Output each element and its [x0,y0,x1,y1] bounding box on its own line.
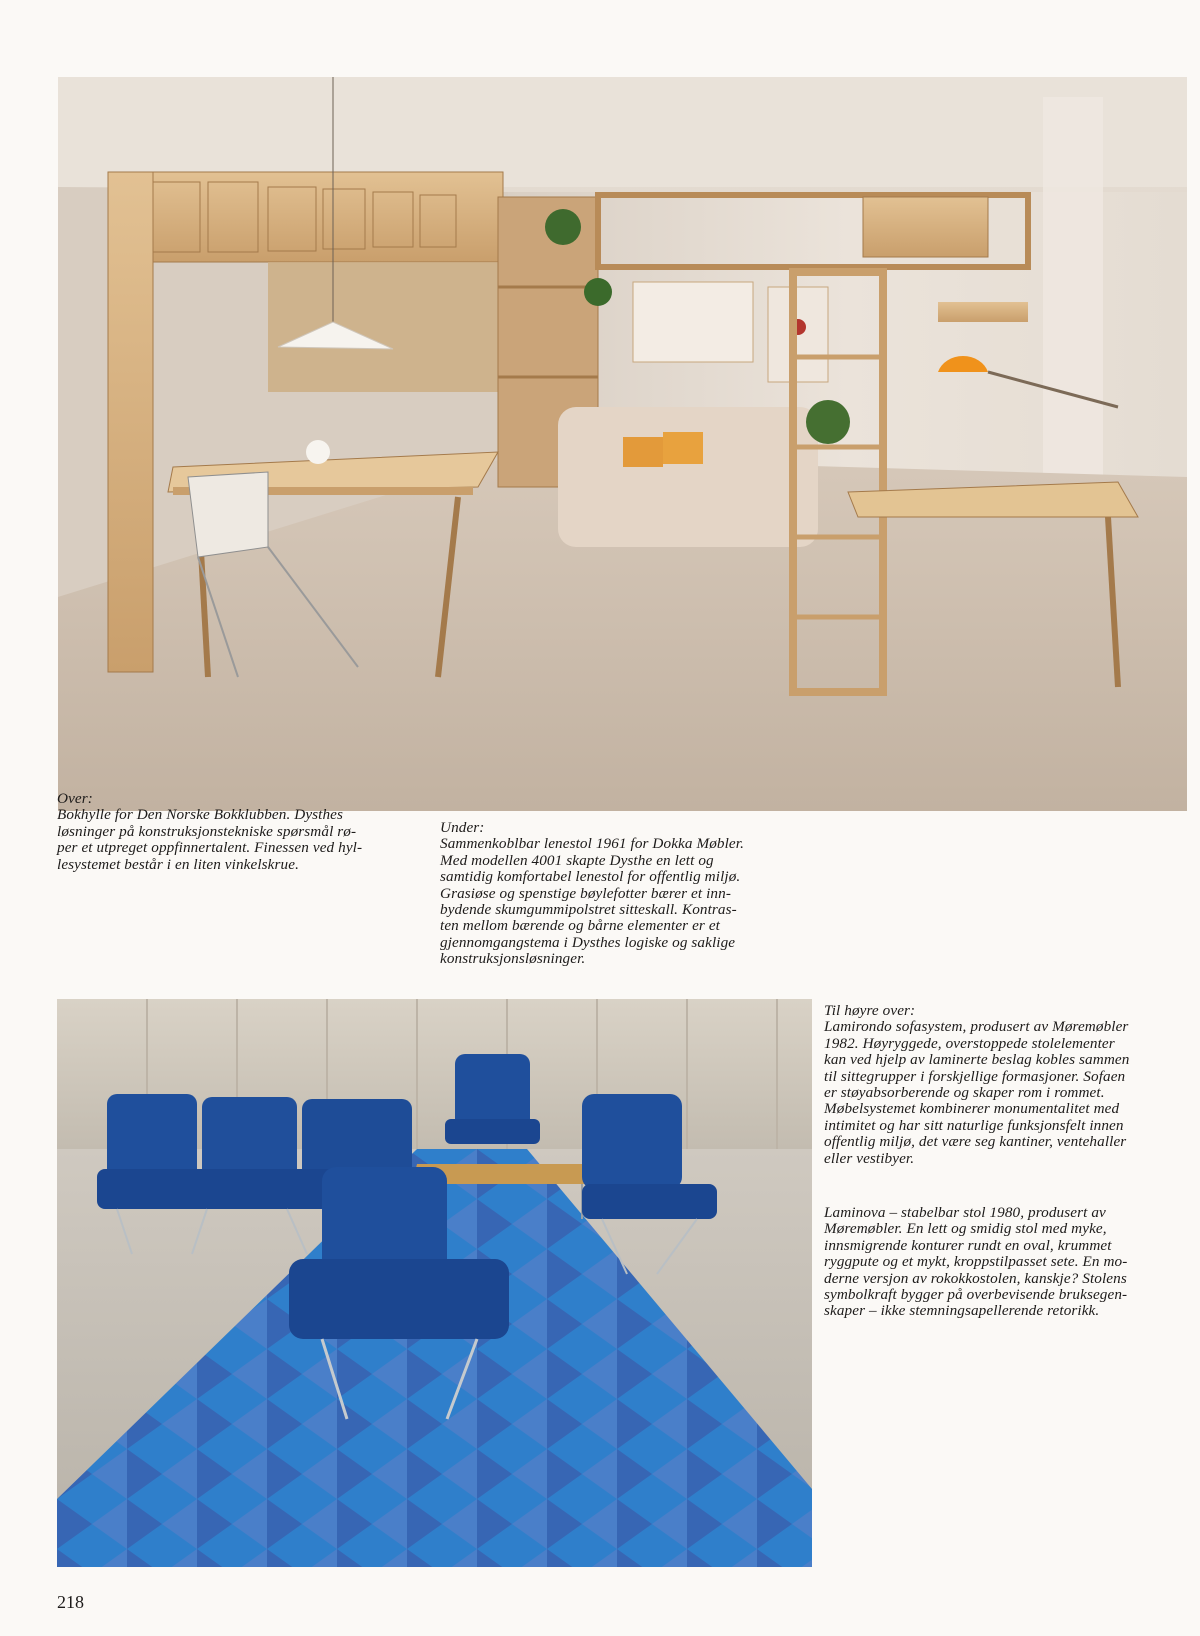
caption-over [57,791,417,873]
caption-under-line: konstruksjonsløsninger. [440,950,586,968]
caption-right-top-line: 1982. Høyryggede, overstoppede stolelementer [824,1034,1115,1052]
caption-right-top-heading: Til høyre over: [824,1002,916,1019]
photo-pine-shelving-illustration [58,77,1187,811]
caption-under-line: Sammenkoblbar lenestol 1961 for Dokka Møbler. [440,835,744,853]
photo-pine-shelving-room [58,77,1187,811]
caption-under-line: ten mellom bærende og bårne elementer er et [440,917,720,935]
caption-right-top-line: intimitet og har sitt naturlige funksjonsfelt innen [824,1116,1124,1134]
caption-under-line: Med modellen 4001 skapte Dysthe en lett og [440,851,714,869]
caption-laminova-line: symbolkraft bygger på overbevisende bruksegen- [824,1286,1128,1304]
caption-over-line: lesystemet består i en liten vinkelskrue. [57,855,299,873]
caption-right-top-line: Lamirondo sofasystem, produsert av Møremøbler [824,1018,1129,1036]
caption-right-top-line: til sittegrupper i forskjellige formasjoner. Sofaen [824,1067,1126,1085]
caption-under [440,820,800,968]
caption-under-line: samtidig komfortabel lenestol for offentlig miljø. [440,868,741,886]
caption-right-top-line: er støyabsorberende og skaper rom i rommet. [824,1084,1105,1102]
caption-right-top-line: kan ved hjelp av laminerte beslag kobles sammen [824,1051,1130,1069]
photo-blue-chairs [57,999,812,1567]
caption-laminova-line: ryggpute og et mykt, kroppstilpasset sete. En mo- [824,1253,1128,1271]
caption-laminova-line: Møremøbler. En lett og smidig stol med myke, [824,1220,1107,1238]
caption-right-top-line: Møbelsystemet kombinerer monumentalitet med [824,1100,1120,1118]
caption-under-line: bydende skumgummipolstret sitteskall. Kontras- [440,901,737,919]
caption-over-line: per et utpreget oppfinnertalent. Finessen ved hyl- [57,839,363,857]
caption-over-line: Bokhylle for Den Norske Bokklubben. Dysthes [57,806,344,824]
caption-laminova [824,1205,1194,1320]
caption-under-line: Grasiøse og spenstige bøylefotter bærer et inn- [440,884,731,902]
caption-laminova-line: innsmigrende konturer rundt en oval, krummet [824,1236,1112,1254]
photo-blue-chairs-illustration [57,999,812,1567]
caption-under-line: gjennomgangstema i Dysthes logiske og saklige [440,933,736,951]
page-number: 218 [57,1592,84,1612]
caption-laminova-line: Laminova – stabelbar stol 1980, produsert av [824,1204,1106,1221]
caption-under-heading: Under: [440,819,485,836]
caption-right-top [824,1003,1194,1167]
caption-laminova-line: skaper – ikke stemningsapellerende retorikk. [824,1302,1100,1320]
caption-right-top-line: offentlig miljø, det være seg kantiner, ventehaller [824,1133,1127,1151]
caption-over-heading: Over: [57,790,93,807]
caption-right-top-line: eller vestibyer. [824,1149,915,1167]
caption-laminova-line: derne versjon av rokokkostolen, kanskje? Stolens [824,1269,1127,1287]
caption-over-line: løsninger på konstruksjonstekniske spørsmål rø- [57,822,357,840]
